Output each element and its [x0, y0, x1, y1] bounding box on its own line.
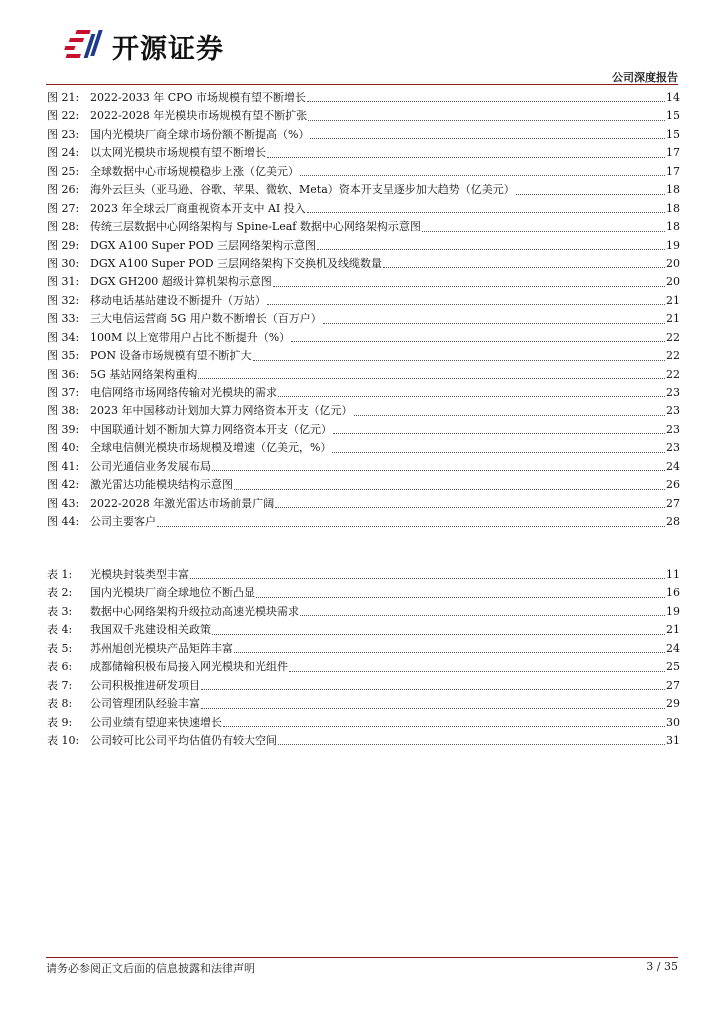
toc-leader-dots	[332, 451, 665, 453]
toc-entry-title: 移动电话基站建设不断提升（万站）	[90, 293, 266, 307]
toc-leader-dots	[308, 119, 665, 121]
toc-entry-label: 图 22:	[47, 109, 80, 123]
toc-entry-page: 15	[666, 109, 680, 123]
toc-entry-page: 23	[666, 441, 680, 455]
figure-toc-entry[interactable]	[47, 273, 680, 291]
toc-entry-page: 18	[666, 183, 680, 197]
toc-entry-title: 公司较可比公司平均估值仍有较大空间	[90, 733, 277, 747]
toc-entry-title: 我国双千兆建设相关政策	[90, 623, 211, 637]
figure-toc-entry[interactable]	[47, 237, 680, 255]
toc-leader-dots	[212, 633, 665, 635]
toc-entry-page: 22	[666, 367, 680, 381]
toc-entry-title: 100M 以上宽带用户占比不断提升（%）	[90, 330, 291, 344]
figure-toc-entry[interactable]	[47, 200, 680, 218]
toc-leader-dots	[223, 725, 665, 727]
toc-entry-title: 公司业绩有望迎来快速增长	[90, 715, 222, 729]
toc-entry-label: 表 6:	[47, 660, 73, 674]
toc-entry-page: 24	[666, 459, 680, 473]
toc-entry-label: 图 41:	[47, 459, 80, 473]
table-toc-entry[interactable]	[47, 621, 680, 639]
toc-leader-dots	[354, 414, 666, 416]
toc-entry-title: 2022-2028 年光模块市场规模有望不断扩张	[90, 109, 308, 123]
toc-entry-page: 26	[666, 478, 680, 492]
toc-entry-title: 成都储翰积极布局接入网光模块和光组件	[90, 660, 288, 674]
toc-leader-dots	[198, 377, 665, 379]
toc-entry-title: 全球数据中心市场规模稳步上涨（亿美元）	[90, 164, 299, 178]
toc-entry-title: 公司光通信业务发展布局	[90, 459, 211, 473]
toc-leader-dots	[422, 230, 665, 232]
toc-entry-label: 图 31:	[47, 275, 80, 289]
toc-entry-page: 25	[666, 660, 680, 674]
toc-entry-title: 激光雷达功能模块结构示意图	[90, 478, 233, 492]
toc-entry-page: 19	[666, 604, 680, 618]
toc-entry-label: 表 10:	[47, 733, 80, 747]
toc-entry-page: 19	[666, 238, 680, 252]
toc-entry-title: DGX A100 Super POD 三层网络架构下交换机及线缆数量	[90, 256, 383, 270]
toc-entry-title: 以太网光模块市场规模有望不断增长	[90, 146, 266, 160]
figure-toc-entry[interactable]	[47, 107, 680, 125]
toc-entry-page: 22	[666, 330, 680, 344]
toc-entry-title: 苏州旭创光模块产品矩阵丰富	[90, 641, 233, 655]
toc-leader-dots	[212, 469, 665, 471]
toc-entry-title: 2022-2033 年 CPO 市场规模有望不断增长	[90, 91, 307, 104]
figure-toc-entry[interactable]	[47, 144, 680, 162]
toc-leader-dots	[234, 488, 665, 490]
toc-entry-title: DGX GH200 超级计算机架构示意图	[90, 275, 272, 289]
table-toc-entry[interactable]	[47, 695, 680, 713]
footer-divider	[46, 957, 678, 958]
toc-leader-dots	[289, 670, 665, 672]
toc-entry-title: 全球电信侧光模块市场规模及增速（亿美元，%）	[90, 441, 332, 455]
toc-leader-dots	[275, 506, 665, 508]
toc-entry-label: 图 33:	[47, 312, 80, 326]
toc-entry-label: 图 29:	[47, 238, 80, 252]
table-toc-entry[interactable]	[47, 640, 680, 658]
toc-entry-page: 11	[666, 568, 680, 581]
figure-toc-entry[interactable]	[47, 458, 680, 476]
figure-toc-entry[interactable]	[47, 329, 680, 347]
toc-entry-label: 图 34:	[47, 330, 80, 344]
toc-entry-label: 图 44:	[47, 515, 80, 529]
toc-entry-page: 20	[666, 256, 680, 270]
toc-leader-dots	[323, 322, 665, 324]
toc-entry-page: 31	[666, 733, 680, 747]
toc-entry-page: 21	[666, 293, 680, 307]
toc-entry-label: 图 21:	[47, 91, 80, 104]
toc-entry-title: 2022-2028 年激光雷达市场前景广阔	[90, 496, 275, 510]
toc-entry-page: 21	[666, 312, 680, 326]
report-type: 公司深度报告	[612, 71, 678, 84]
toc-entry-label: 图 39:	[47, 422, 80, 436]
toc-entry-label: 图 28:	[47, 220, 80, 234]
toc-entry-label: 表 1:	[47, 568, 73, 581]
toc-entry-title: 数据中心网络架构升级拉动高速光模块需求	[90, 604, 299, 618]
toc-entry-page: 27	[666, 496, 680, 510]
company-logo-icon	[62, 26, 106, 66]
toc-leader-dots	[234, 651, 665, 653]
table-toc-entry[interactable]	[47, 584, 680, 602]
figures-toc	[47, 89, 680, 532]
toc-entry-page: 18	[666, 201, 680, 215]
toc-entry-title: 公司主要客户	[90, 515, 156, 529]
toc-leader-dots	[267, 156, 665, 158]
toc-entry-label: 表 7:	[47, 678, 73, 692]
figure-toc-entry[interactable]	[47, 126, 680, 144]
figure-toc-entry[interactable]	[47, 366, 680, 384]
toc-entry-label: 表 2:	[47, 586, 73, 600]
toc-entry-label: 图 36:	[47, 367, 80, 381]
toc-entry-title: PON 设备市场规模有望不断扩大	[90, 349, 252, 363]
toc-entry-page: 15	[666, 127, 680, 141]
toc-entry-label: 表 4:	[47, 623, 73, 637]
toc-entry-label: 表 8:	[47, 697, 73, 711]
toc-entry-title: 2023 年全球云厂商重视资本开支中 AI 投入	[90, 201, 306, 215]
toc-entry-page: 28	[666, 515, 680, 529]
toc-leader-dots	[278, 743, 665, 745]
header-divider	[46, 84, 678, 85]
toc-leader-dots	[333, 432, 665, 434]
toc-leader-dots	[256, 596, 665, 598]
toc-entry-title: 电信网络市场网络传输对光模块的需求	[90, 386, 277, 399]
company-logo	[62, 26, 224, 66]
toc-leader-dots	[273, 285, 665, 287]
toc-entry-label: 表 9:	[47, 715, 73, 729]
figure-toc-entry[interactable]	[47, 218, 680, 236]
toc-leader-dots	[253, 359, 665, 361]
toc-entry-label: 图 30:	[47, 256, 80, 270]
toc-entry-title: 三大电信运营商 5G 用户数不断增长（百万户）	[90, 312, 322, 326]
figure-toc-entry[interactable]	[47, 310, 680, 328]
toc-leader-dots	[157, 525, 665, 527]
toc-leader-dots	[278, 395, 665, 397]
toc-entry-label: 图 37:	[47, 386, 80, 399]
toc-entry-label: 图 23:	[47, 127, 80, 141]
toc-entry-page: 17	[666, 146, 680, 160]
table-toc-entry[interactable]	[47, 714, 680, 732]
toc-leader-dots	[307, 100, 665, 102]
figure-toc-entry[interactable]	[47, 384, 680, 402]
toc-entry-label: 图 35:	[47, 349, 80, 363]
toc-entry-title: 海外云巨头（亚马逊、谷歌、苹果、微软、Meta）资本开支呈逐步加大趋势（亿美元）	[90, 183, 515, 197]
toc-entry-label: 表 3:	[47, 604, 73, 618]
toc-entry-page: 21	[666, 623, 680, 637]
toc-entry-label: 图 26:	[47, 183, 80, 197]
toc-entry-page: 30	[666, 715, 680, 729]
figure-toc-entry[interactable]	[47, 495, 680, 513]
table-toc-entry[interactable]	[47, 603, 680, 621]
figure-toc-entry[interactable]	[47, 163, 680, 181]
toc-entry-title: 国内光模块厂商全球市场份额不断提高（%）	[90, 127, 310, 141]
figure-toc-entry[interactable]	[47, 89, 680, 107]
table-toc-entry[interactable]	[47, 566, 680, 584]
figure-toc-entry[interactable]	[47, 292, 680, 310]
toc-leader-dots	[190, 577, 665, 579]
toc-entry-title: 国内光模块厂商全球地位不断凸显	[90, 586, 255, 600]
toc-leader-dots	[317, 248, 665, 250]
toc-leader-dots	[291, 340, 665, 342]
toc-entry-label: 图 42:	[47, 478, 80, 492]
toc-entry-page: 23	[666, 386, 680, 399]
toc-leader-dots	[383, 266, 665, 268]
toc-entry-title: 5G 基站网络架构重构	[90, 367, 198, 381]
toc-entry-page: 22	[666, 349, 680, 363]
toc-leader-dots	[267, 303, 665, 305]
toc-entry-title: 公司管理团队经验丰富	[90, 697, 200, 711]
figure-toc-entry[interactable]	[47, 421, 680, 439]
tables-toc	[47, 566, 680, 750]
legal-disclaimer: 请务必参阅正文后面的信息披露和法律声明	[46, 962, 255, 975]
toc-entry-title: DGX A100 Super POD 三层网络架构示意图	[90, 238, 317, 252]
figure-toc-entry[interactable]	[47, 347, 680, 365]
toc-entry-page: 14	[666, 91, 680, 104]
toc-entry-title: 中国联通计划不断加大算力网络资本开支（亿元）	[90, 422, 332, 436]
figure-toc-entry[interactable]	[47, 402, 680, 420]
toc-entry-label: 图 38:	[47, 404, 80, 418]
figure-toc-entry[interactable]	[47, 181, 680, 199]
table-toc-entry[interactable]	[47, 732, 680, 750]
toc-leader-dots	[307, 211, 665, 213]
figure-toc-entry[interactable]	[47, 476, 680, 494]
toc-entry-title: 传统三层数据中心网络架构与 Spine-Leaf 数据中心网络架构示意图	[90, 220, 421, 234]
figure-toc-entry[interactable]	[47, 439, 680, 457]
toc-entry-label: 图 32:	[47, 293, 80, 307]
toc-leader-dots	[310, 137, 665, 139]
toc-leader-dots	[201, 688, 665, 690]
toc-entry-page: 16	[666, 586, 680, 600]
company-name: 开源证券	[112, 33, 224, 65]
toc-entry-title: 公司积极推进研发项目	[90, 678, 200, 692]
toc-entry-page: 27	[666, 678, 680, 692]
table-toc-entry[interactable]	[47, 658, 680, 676]
toc-leader-dots	[201, 707, 665, 709]
table-toc-entry[interactable]	[47, 677, 680, 695]
toc-entry-label: 图 24:	[47, 146, 80, 160]
toc-entry-page: 17	[666, 164, 680, 178]
toc-leader-dots	[300, 614, 665, 616]
toc-entry-page: 23	[666, 422, 680, 436]
figure-toc-entry[interactable]	[47, 255, 680, 273]
toc-entry-page: 23	[666, 404, 680, 418]
figure-toc-entry[interactable]	[47, 513, 680, 531]
toc-entry-title: 光模块封装类型丰富	[90, 568, 189, 581]
toc-entry-label: 表 5:	[47, 641, 73, 655]
toc-leader-dots	[516, 193, 665, 195]
toc-entry-label: 图 40:	[47, 441, 80, 455]
toc-leader-dots	[300, 174, 665, 176]
page-number: 3 / 35	[646, 960, 678, 973]
toc-entry-label: 图 27:	[47, 201, 80, 215]
toc-entry-page: 20	[666, 275, 680, 289]
toc-entry-page: 24	[666, 641, 680, 655]
toc-entry-label: 图 25:	[47, 164, 80, 178]
toc-entry-page: 29	[666, 697, 680, 711]
toc-entry-title: 2023 年中国移动计划加大算力网络资本开支（亿元）	[90, 404, 353, 418]
toc-entry-label: 图 43:	[47, 496, 80, 510]
toc-entry-page: 18	[666, 220, 680, 234]
